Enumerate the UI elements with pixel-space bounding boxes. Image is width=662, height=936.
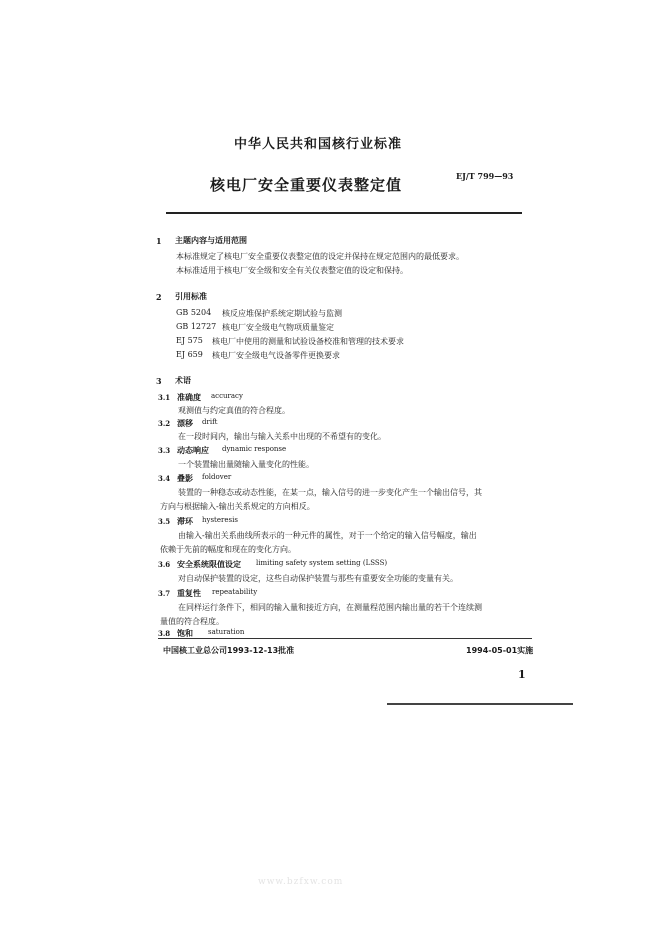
paragraph-line: 本标准适用于核电厂安全级和安全有关仪表整定值的设定和保持。 bbox=[176, 266, 408, 275]
approval-date: 中国核工业总公司1993-12-13批准 bbox=[163, 646, 295, 655]
section-title: 术语 bbox=[175, 376, 191, 385]
issuing-body-heading: 中华人民共和国核行业标准 bbox=[234, 137, 403, 152]
term-chinese: 重复性 bbox=[177, 589, 201, 598]
reference-code: GB 12727 bbox=[176, 322, 217, 331]
term-english: drift bbox=[202, 418, 218, 426]
term-english: saturation bbox=[208, 628, 245, 636]
watermark: www.bzfxw.com bbox=[258, 877, 344, 887]
term-chinese: 漂移 bbox=[177, 419, 193, 428]
section-number: 2 bbox=[156, 292, 162, 302]
term-definition: 量值的符合程度。 bbox=[160, 617, 224, 626]
term-definition: 在同样运行条件下，相同的输入量和接近方向，在测量程范围内输出量的若干个连续测 bbox=[178, 603, 482, 612]
reference-title: 核电厂安全级电气物项质量鉴定 bbox=[222, 323, 334, 332]
section-title: 主题内容与适用范围 bbox=[175, 236, 247, 245]
term-english: hysteresis bbox=[202, 516, 238, 524]
term-definition: 对自动保护装置的设定，这些自动保护装置与那些有重要安全功能的变量有关。 bbox=[178, 574, 458, 583]
reference-code: EJ 575 bbox=[176, 336, 203, 345]
term-chinese: 叠影 bbox=[177, 474, 193, 483]
term-number: 3.2 bbox=[158, 419, 171, 428]
term-english: accuracy bbox=[211, 392, 243, 400]
page-number: 1 bbox=[518, 668, 526, 681]
term-definition: 装置的一种稳态或动态性能，在某一点，输入信号的进一步变化产生一个输出信号，其 bbox=[178, 488, 482, 497]
term-number: 3.6 bbox=[158, 560, 171, 569]
term-english: repeatability bbox=[212, 588, 258, 596]
footer-divider bbox=[158, 638, 532, 639]
term-definition: 方向与根据输入-输出关系规定的方向相反。 bbox=[160, 502, 315, 511]
term-chinese: 准确度 bbox=[177, 393, 201, 402]
standard-title: 核电厂安全重要仪表整定值 bbox=[210, 176, 403, 194]
term-number: 3.7 bbox=[158, 589, 171, 598]
term-definition: 一个装置输出量随输入量变化的性能。 bbox=[178, 460, 314, 469]
term-chinese: 饱和 bbox=[177, 629, 193, 638]
paragraph-line: 本标准规定了核电厂安全重要仪表整定值的设定并保持在规定范围内的最低要求。 bbox=[176, 252, 464, 261]
term-chinese: 滞环 bbox=[177, 517, 193, 526]
page-foot-rule bbox=[387, 703, 573, 705]
term-chinese: 动态响应 bbox=[177, 446, 209, 455]
section-title: 引用标准 bbox=[175, 292, 207, 301]
section-number: 3 bbox=[156, 376, 162, 386]
reference-title: 核电厂安全级电气设备零件更换要求 bbox=[212, 351, 340, 360]
term-definition: 观测值与约定真值的符合程度。 bbox=[178, 406, 290, 415]
reference-code: GB 5204 bbox=[176, 308, 212, 317]
standard-code: EJ/T 799—93 bbox=[456, 171, 514, 181]
implementation-date: 1994-05-01实施 bbox=[466, 646, 534, 655]
term-number: 3.5 bbox=[158, 517, 171, 526]
term-english: dynamic response bbox=[222, 445, 287, 453]
header-divider bbox=[166, 212, 522, 214]
term-chinese: 安全系统限值设定 bbox=[177, 560, 241, 569]
term-english: limiting safety system setting (LSSS) bbox=[256, 559, 388, 567]
reference-title: 核电厂中使用的测量和试验设备校准和管理的技术要求 bbox=[212, 337, 404, 346]
term-number: 3.3 bbox=[158, 446, 171, 455]
term-definition: 依赖于先前的幅度和现在的变化方向。 bbox=[160, 545, 296, 554]
reference-title: 核反应堆保护系统定期试验与监测 bbox=[222, 309, 342, 318]
reference-code: EJ 659 bbox=[176, 350, 203, 359]
section-number: 1 bbox=[156, 236, 162, 246]
term-english: foldover bbox=[202, 473, 232, 481]
term-number: 3.8 bbox=[158, 629, 171, 638]
term-number: 3.4 bbox=[158, 474, 171, 483]
term-definition: 在一段时间内，输出与输入关系中出现的不希望有的变化。 bbox=[178, 432, 386, 441]
term-definition: 由输入-输出关系曲线所表示的一种元件的属性，对于一个给定的输入信号幅度，输出 bbox=[178, 531, 477, 540]
term-number: 3.1 bbox=[158, 393, 171, 402]
